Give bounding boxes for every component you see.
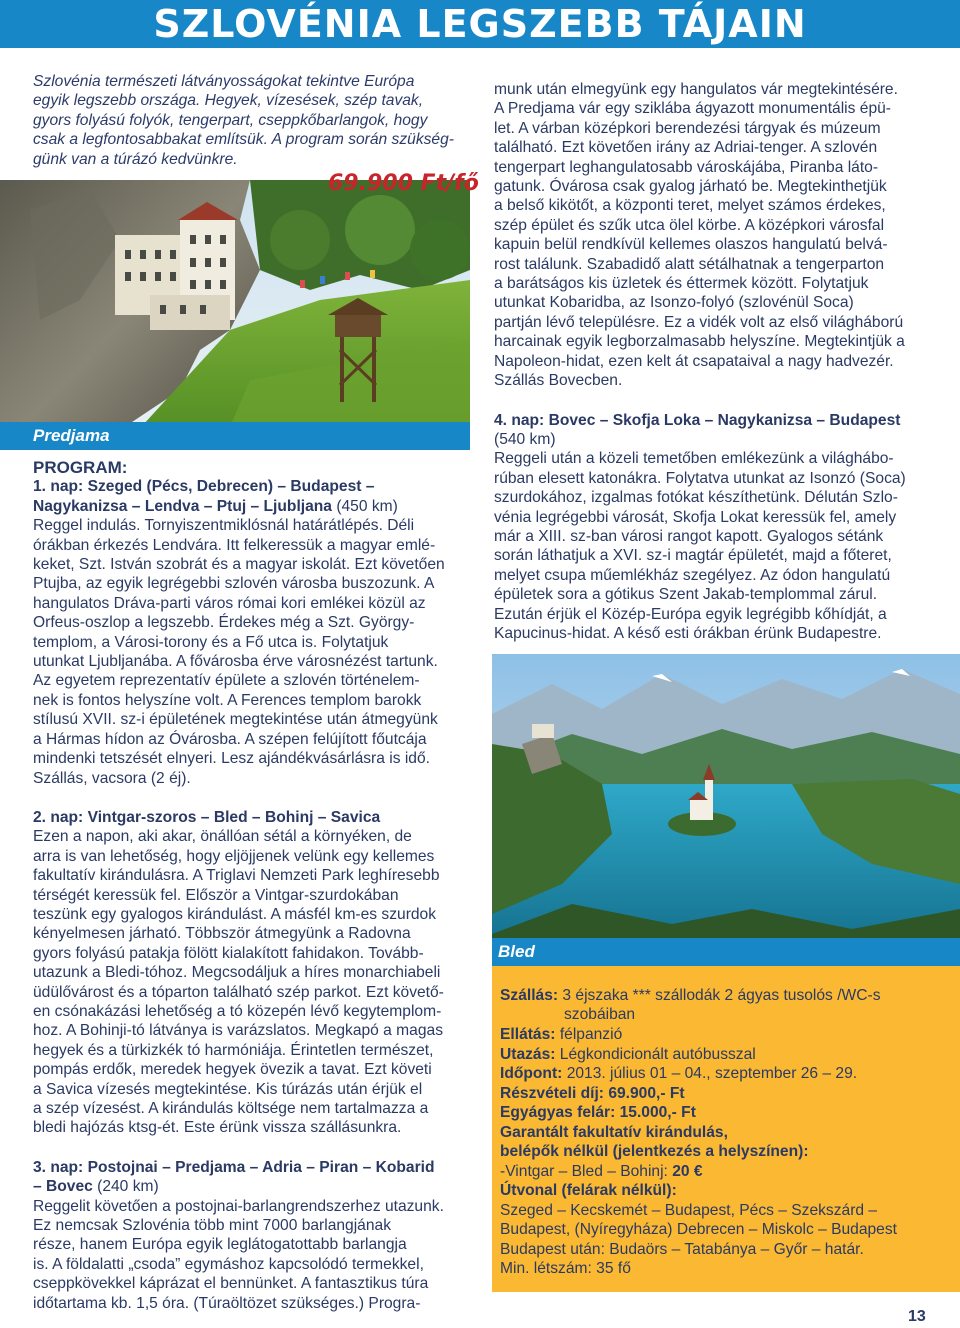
info-vintgar <box>500 1162 703 1181</box>
text-line: épületek sora a gótikus Szent Jakab-templommal zárul. <box>494 586 878 604</box>
text-line: fakultatív kirándulásra. A Triglavi Nemzeti Park leghíresebb <box>33 867 440 885</box>
text-line: pompás erdők, meredek hegyek övezik a tavat. Ezt követi <box>33 1061 432 1079</box>
text-line: keket, Szt. István szobrát és a magyar iskolát. Ezt követően <box>33 556 445 574</box>
info-utazas <box>500 1045 756 1064</box>
info-value: Légkondicionált autóbusszal <box>555 1046 756 1063</box>
text-line: stílusú XVII. sz-i épületének megtekintése után átmegyünk <box>33 711 438 729</box>
text-line: kapuin belül rendkívül kellemes olaszos hangulatú belvá- <box>494 236 888 254</box>
day2-title: 2. nap: Vintgar-szoros – Bled – Bohinj – Savica <box>33 808 381 826</box>
day1-body <box>33 516 473 788</box>
day3-distance: (240 km) <box>92 1178 159 1196</box>
program-right-column <box>494 80 934 643</box>
text-line: a barátságos kis üzletek és éttermek között. Folytatjuk <box>494 275 869 293</box>
text-line: a Hármas hídon az Óvárosba. A szépen felújított főutcája <box>33 730 427 748</box>
day4-title: 4. nap: Bovec – Skofja Loka – Nagykanizsa – Budapest <box>494 411 901 429</box>
text-line: bledi hajózás ktsg-ét. Este érünk vissza szállásunkra. <box>33 1119 402 1137</box>
day4-distance: (540 km) <box>494 430 556 448</box>
info-value: 2013. július 01 – 04., szeptember 26 – 29. <box>562 1065 858 1082</box>
text-line: gatunk. Óvárosa csak gyalog járható be. Megtekinthetjük <box>494 178 887 196</box>
day2-body <box>33 827 473 1138</box>
info-garantalt: Garantált fakultatív kirándulás, <box>500 1124 728 1141</box>
text-line: teszünk egy gyalogos kirándulást. A másfél km-es szurdok <box>33 905 437 923</box>
intro-paragraph <box>33 72 468 169</box>
text-line: a szép vízesést. A kirándulás költsége nem tartalmazza a <box>33 1100 429 1117</box>
info-value: félpanzió <box>555 1026 623 1043</box>
day1-route: Nagykanizsa – Lendva – Ptuj – Ljubljana <box>33 497 332 515</box>
text-line: Szállás Bovecben. <box>494 372 623 390</box>
text-line: Az egyetem reprezentatív épülete a szlovén történelem- <box>33 672 420 690</box>
text-line: vénia legrégebbi városát, Skofja Lokat keressük fel, amely <box>494 508 897 526</box>
predjama-caption: Predjama <box>33 426 110 445</box>
text-line: munk után elmegyünk egy hangulatos vár megtekintésére. <box>494 81 898 98</box>
info-label: Ellátás: <box>500 1026 556 1043</box>
text-line: Reggeli után a közeli temetőben emlékezünk a világhábo- <box>494 450 894 468</box>
day3-route: – Bovec <box>33 1178 93 1196</box>
text-line: Ptujba, az egyik legrégebbi szlovén városba buszozunk. A <box>33 575 435 593</box>
text-line: órákban érkezés Lendvára. Itt felkeressük a magyar emlé- <box>33 536 436 554</box>
text-line: cseppkövekkel káprázat el bennünket. A fantasztikus túra <box>33 1275 429 1293</box>
day1-title: 1. nap: Szeged (Pécs, Debrecen) – Budapest – <box>33 478 375 496</box>
predjama-photo <box>0 180 470 450</box>
info-label: Utazás: <box>500 1046 556 1063</box>
program-heading: PROGRAM: <box>33 458 128 477</box>
info-value: -Vintgar – Bled – Bohinj: <box>500 1163 673 1180</box>
text-line: Reggelit követően a postojnai-barlangrendszerhez utazunk. <box>33 1197 444 1215</box>
text-line: utunkat Ljubljanába. A fővárosba érve városnézést tartunk. <box>33 653 438 671</box>
text-line: hoz. A Bohinji-tó látványa is varázslatos. Megkapó a magas <box>33 1022 443 1040</box>
text-line: már a XIII. sz-ban városi rangot kapott. Gyalogos sétánk <box>494 527 884 545</box>
info-box <box>492 966 960 1292</box>
text-line: Orfeus-oszlop a legszebb. Érdekes még a Szt. György- <box>33 614 415 632</box>
text-line: található. Ezt követően irány az Adriai-tenger. A szlovén <box>494 139 878 157</box>
text-line: során láthatjuk a XVI. sz-i magtár épületét, majd a főteret, <box>494 547 892 565</box>
text-line: Reggel indulás. Tornyiszentmiklósnál határátlépés. Déli <box>33 517 415 535</box>
text-line: Szállás, vacsora (2 éj). <box>33 769 191 787</box>
route-line: Budapest után: Budaörs – Tatabánya – Győr – határ. <box>500 1241 864 1258</box>
text-line: melyet csupa műemlékház szegélyez. Az ódon hangulatú <box>494 566 891 584</box>
day4-body <box>494 449 934 643</box>
text-line: tengerpart leghangulatosabb városkájába, Piranba láto- <box>494 158 879 176</box>
text-line: templom, a Városi-torony és a Fő utca is. Folytatjuk <box>33 633 389 651</box>
text-line: kényelmesen járható. Többször átmegyünk a Radovna <box>33 925 411 943</box>
intro-line: gyors folyású folyók, tengerpart, cseppkőbarlangok, hogy <box>33 111 428 129</box>
info-value: 3 éjszaka *** szállodák 2 ágyas tusolós /WC-s <box>558 987 881 1004</box>
day3-body <box>33 1197 473 1313</box>
text-line: a belső kikötőt, a központi teret, melyet számos érdekes, <box>494 197 886 215</box>
info-price: 20 € <box>672 1163 703 1180</box>
text-line: üdülővárost és a tóparton található szép parkot. Ezt követő- <box>33 983 444 1001</box>
text-line: utazunk a Bledi-tóhoz. Megcsodáljuk a híres monarchiabeli <box>33 964 441 982</box>
info-ellatas <box>500 1025 622 1044</box>
info-label: Szállás: <box>500 987 559 1004</box>
price-badge: 69.900 Ft/fő <box>328 171 479 196</box>
info-szallas-cont: szobáiban <box>564 1006 636 1023</box>
bled-photo <box>492 654 960 966</box>
text-line: rúban elesett katonákra. Folytatva utunkat az Isonzó (Soca) <box>494 469 906 487</box>
text-line: nek is fontos helyszíne volt. A Ferences templom barokk <box>33 691 422 709</box>
info-reszveteli-dij: Részvételi díj: 69.900,- Ft <box>500 1085 685 1102</box>
bled-caption: Bled <box>498 942 535 961</box>
info-garantalt-2: belépők nélkül (jelentkezés a helyszínen): <box>500 1143 809 1160</box>
text-line: Ez nemcsak Szlovénia több mint 7000 barlangjának <box>33 1217 392 1235</box>
text-line: mindenki tetszését elnyeri. Lesz ajándékvásárlásra is idő. <box>33 750 430 768</box>
route-line: Szeged – Kecskemét – Budapest, Pécs – Szekszárd – <box>500 1202 878 1219</box>
text-line: része, hanem Európa egyik leglátogatottabb barlangja <box>33 1236 407 1254</box>
route-line: Min. létszám: 35 fő <box>500 1260 631 1277</box>
info-egyagyas-felar: Egyágyas felár: 15.000,- Ft <box>500 1104 696 1121</box>
predjama-castle-illustration <box>0 180 470 450</box>
day3-title <box>33 1177 473 1196</box>
intro-line: günk van a túrázó kedvünkre. <box>33 150 238 168</box>
text-line: partján lévő településre. Ez a vidék volt az első világháború <box>494 313 904 331</box>
day3-title: 3. nap: Postojnai – Predjama – Adria – Piran – Kobarid <box>33 1158 435 1176</box>
info-idopont <box>500 1064 857 1083</box>
text-line: utunkat Kobaridba, az Isonzo-folyó (szlovénül Soca) <box>494 294 854 312</box>
program-left-column <box>33 458 473 1313</box>
text-line: időtartama kb. 1,5 óra. (Túraöltözet szükséges.) Progra- <box>33 1294 421 1312</box>
text-line: hangulatos Dráva-parti város római kori emlékei közül az <box>33 594 426 612</box>
intro-line: egyik legszebb országa. Hegyek, vízesések, szép tavak, <box>33 92 424 110</box>
intro-line: csak a legfontosabbakat említsük. A program során szükség- <box>33 131 454 149</box>
text-line: a Savica vízesés megtekintése. Kis túrázás után érjük el <box>33 1080 423 1098</box>
bled-lake-illustration <box>492 654 960 966</box>
text-line: Ezen a napon, aki akar, önállóan sétál a környéken, de <box>33 828 412 846</box>
text-line: A Predjama vár egy sziklába ágyazott monumentális épü- <box>494 100 891 118</box>
info-label: Időpont: <box>500 1065 563 1082</box>
text-line: arra is van lehetőség, hogy eljöjjenek velünk egy kellemes <box>33 847 435 865</box>
day1-distance: (450 km) <box>331 497 398 515</box>
info-utvonal: Útvonal (felárak nélkül): <box>500 1182 677 1199</box>
photo-caption-bar <box>492 938 960 966</box>
text-line: gyors folyású patakja fölött kialakított fahidakon. Tovább- <box>33 944 424 962</box>
text-line: hegyek és a türkizkék tó harmóniája. Érintetlen természet, <box>33 1041 434 1059</box>
text-line: is. A földalatti „csoda” egymáshoz kapcsolódó termekkel, <box>33 1255 424 1273</box>
page-title: SZLOVÉNIA LEGSZEBB TÁJAIN <box>153 2 807 46</box>
text-line: Ezután érjük el Közép-Európa egyik legrégibb kőhídját, a <box>494 605 887 623</box>
text-line: Kapucinus-hidat. A késő esti órákban érünk Budapestre. <box>494 624 882 642</box>
text-line: harcainak egyik legborzalmasabb helyszíne. Megtekintjük a <box>494 333 905 351</box>
text-line: térségét keressük fel. Először a Vintgar-szurdokában <box>33 886 399 904</box>
route-line: Budapest, (Nyíregyháza) Debrecen – Miskolc – Budapest <box>500 1221 897 1238</box>
day1-title <box>33 497 473 516</box>
text-line: szurdokához, izgalmas fotókat készíthetünk. Délután Szlo- <box>494 489 898 507</box>
text-line: rost találunk. Szabadidő alatt sétálhatnak a tengerparton <box>494 255 885 273</box>
text-line: Napoleon-hidat, ezen kelt át csapataival a nagy hadvezér. <box>494 352 894 370</box>
intro-line: Szlovénia természeti látványosságokat tekintve Európa <box>33 73 415 90</box>
text-line: szép épület és szűk utca ölel körbe. A középkori városfal <box>494 216 885 234</box>
info-szallas <box>500 986 881 1005</box>
page-number: 13 <box>908 1308 926 1325</box>
text-line: en csónakázási lehetőség a tó közepén lévő kegytemplom- <box>33 1002 442 1020</box>
text-line: let. A várban középkori berendezési tárgyak és múzeum <box>494 119 881 137</box>
